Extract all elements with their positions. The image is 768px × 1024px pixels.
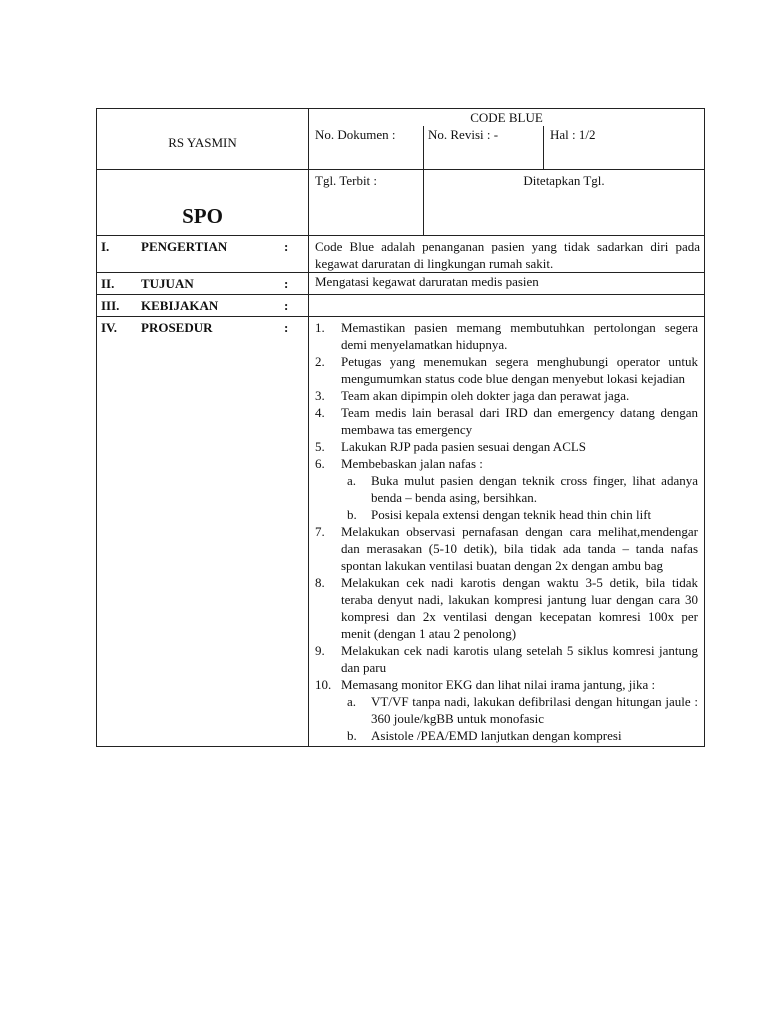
step-text: Team akan dipimpin oleh dokter jaga dan perawat jaga. — [341, 387, 630, 403]
procedure-step — [315, 353, 698, 387]
section-number: IV. — [101, 319, 118, 335]
no-revisi-label: No. Revisi : - — [424, 126, 544, 169]
section-number: III. — [101, 297, 120, 313]
step-number: 5. — [315, 438, 325, 454]
tgl-terbit-label: Tgl. Terbit : — [309, 169, 424, 235]
procedure-step — [315, 404, 698, 438]
step-number: 7. — [315, 523, 325, 539]
step-number: a. — [347, 472, 357, 488]
step-number: a. — [347, 693, 357, 709]
step-text: Asistole /PEA/EMD lanjutkan dengan kompresi — [371, 727, 622, 743]
tujuan-body: Mengatasi kegawat daruratan medis pasien — [309, 272, 705, 294]
section-label-prosedur — [97, 316, 309, 746]
step-text: Buka mulut pasien dengan teknik cross finger, lihat adanya benda – benda asing, bersihkan. — [371, 472, 698, 505]
hal-label: Hal : 1/2 — [544, 126, 705, 169]
step-text: Melakukan cek nadi karotis ulang setelah 5 siklus komresi jantung dan paru — [341, 642, 698, 675]
procedure-substep — [315, 727, 698, 744]
section-name: TUJUAN — [141, 275, 194, 291]
step-number: b. — [347, 506, 357, 522]
procedure-substep — [315, 506, 698, 523]
section-colon: : — [284, 275, 289, 291]
step-text: VT/VF tanpa nadi, lakukan defibrilasi dengan hitungan jaule : 360 joule/kgBB untuk monofasic — [371, 693, 698, 726]
section-colon: : — [284, 319, 289, 335]
step-number: 3. — [315, 387, 325, 403]
section-name: PROSEDUR — [141, 319, 213, 335]
step-number: 6. — [315, 455, 325, 471]
procedure-step — [315, 676, 698, 693]
step-number: 2. — [315, 353, 325, 369]
document-title: CODE BLUE — [309, 109, 705, 127]
hospital-name: RS YASMIN — [97, 109, 309, 170]
procedure-step — [315, 387, 698, 404]
procedure-step — [315, 319, 698, 353]
step-text: Lakukan RJP pada pasien sesuai dengan ACLS — [341, 438, 587, 454]
step-text: Petugas yang menemukan segera menghubungi operator untuk mengumumkan status code blue dengan menyebut lokasi kejadian — [341, 353, 698, 386]
procedure-step — [315, 455, 698, 472]
spo-table — [96, 108, 705, 747]
section-number: I. — [101, 238, 110, 254]
step-number: 9. — [315, 642, 325, 658]
section-label-tujuan — [97, 272, 309, 294]
section-label-pengertian — [97, 235, 309, 272]
step-text: Posisi kepala extensi dengan teknik head thin chin lift — [371, 506, 652, 522]
procedure-step — [315, 642, 698, 676]
section-name: KEBIJAKAN — [141, 297, 219, 313]
kebijakan-body — [309, 294, 705, 316]
section-colon: : — [284, 297, 289, 313]
procedure-substep — [315, 693, 698, 727]
section-colon: : — [284, 238, 289, 254]
step-number: b. — [347, 727, 357, 743]
step-text: Melakukan cek nadi karotis dengan waktu 3-5 detik, bila tidak teraba denyut nadi, lakukan kompresi jantung luar dengan cara 30 kompresi dan 2x ventilasi dengan kecepatan komresi 100x per menit (dengan 1 atau 2 penolong) — [341, 574, 698, 641]
step-text: Memasang monitor EKG dan lihat nilai irama jantung, jika : — [341, 676, 656, 692]
step-number: 1. — [315, 319, 325, 335]
step-number: 8. — [315, 574, 325, 590]
prosedur-body — [309, 316, 705, 746]
procedure-step — [315, 574, 698, 642]
step-text: Melakukan observasi pernafasan dengan cara melihat,mendengar dan merasakan (5-10 detik), bila tidak ada tanda – tanda nafas spontan lakukan ventilasi buatan dengan 2x dengan ambu bag — [341, 523, 698, 573]
step-text: Team medis lain berasal dari IRD dan emergency datang dengan membawa tas emergency — [341, 404, 698, 437]
step-number: 10. — [315, 676, 332, 692]
no-dokumen-label: No. Dokumen : — [309, 126, 424, 169]
ditetapkan-label: Ditetapkan Tgl. — [424, 169, 705, 235]
pengertian-body: Code Blue adalah penanganan pasien yang tidak sadarkan diri pada kegawat daruratan di lingkungan rumah sakit. — [309, 235, 705, 272]
section-name: PENGERTIAN — [141, 238, 228, 254]
spo-label: SPO — [97, 169, 309, 235]
section-number: II. — [101, 275, 115, 291]
procedure-step — [315, 438, 698, 455]
spo-document — [96, 108, 704, 747]
step-number: 4. — [315, 404, 325, 420]
procedure-steps — [315, 319, 698, 744]
step-text: Memastikan pasien memang membutuhkan pertolongan segera demi menyelamatkan hidupnya. — [341, 319, 698, 352]
step-text: Membebaskan jalan nafas : — [341, 455, 483, 471]
section-label-kebijakan — [97, 294, 309, 316]
procedure-substep — [315, 472, 698, 506]
procedure-step — [315, 523, 698, 574]
